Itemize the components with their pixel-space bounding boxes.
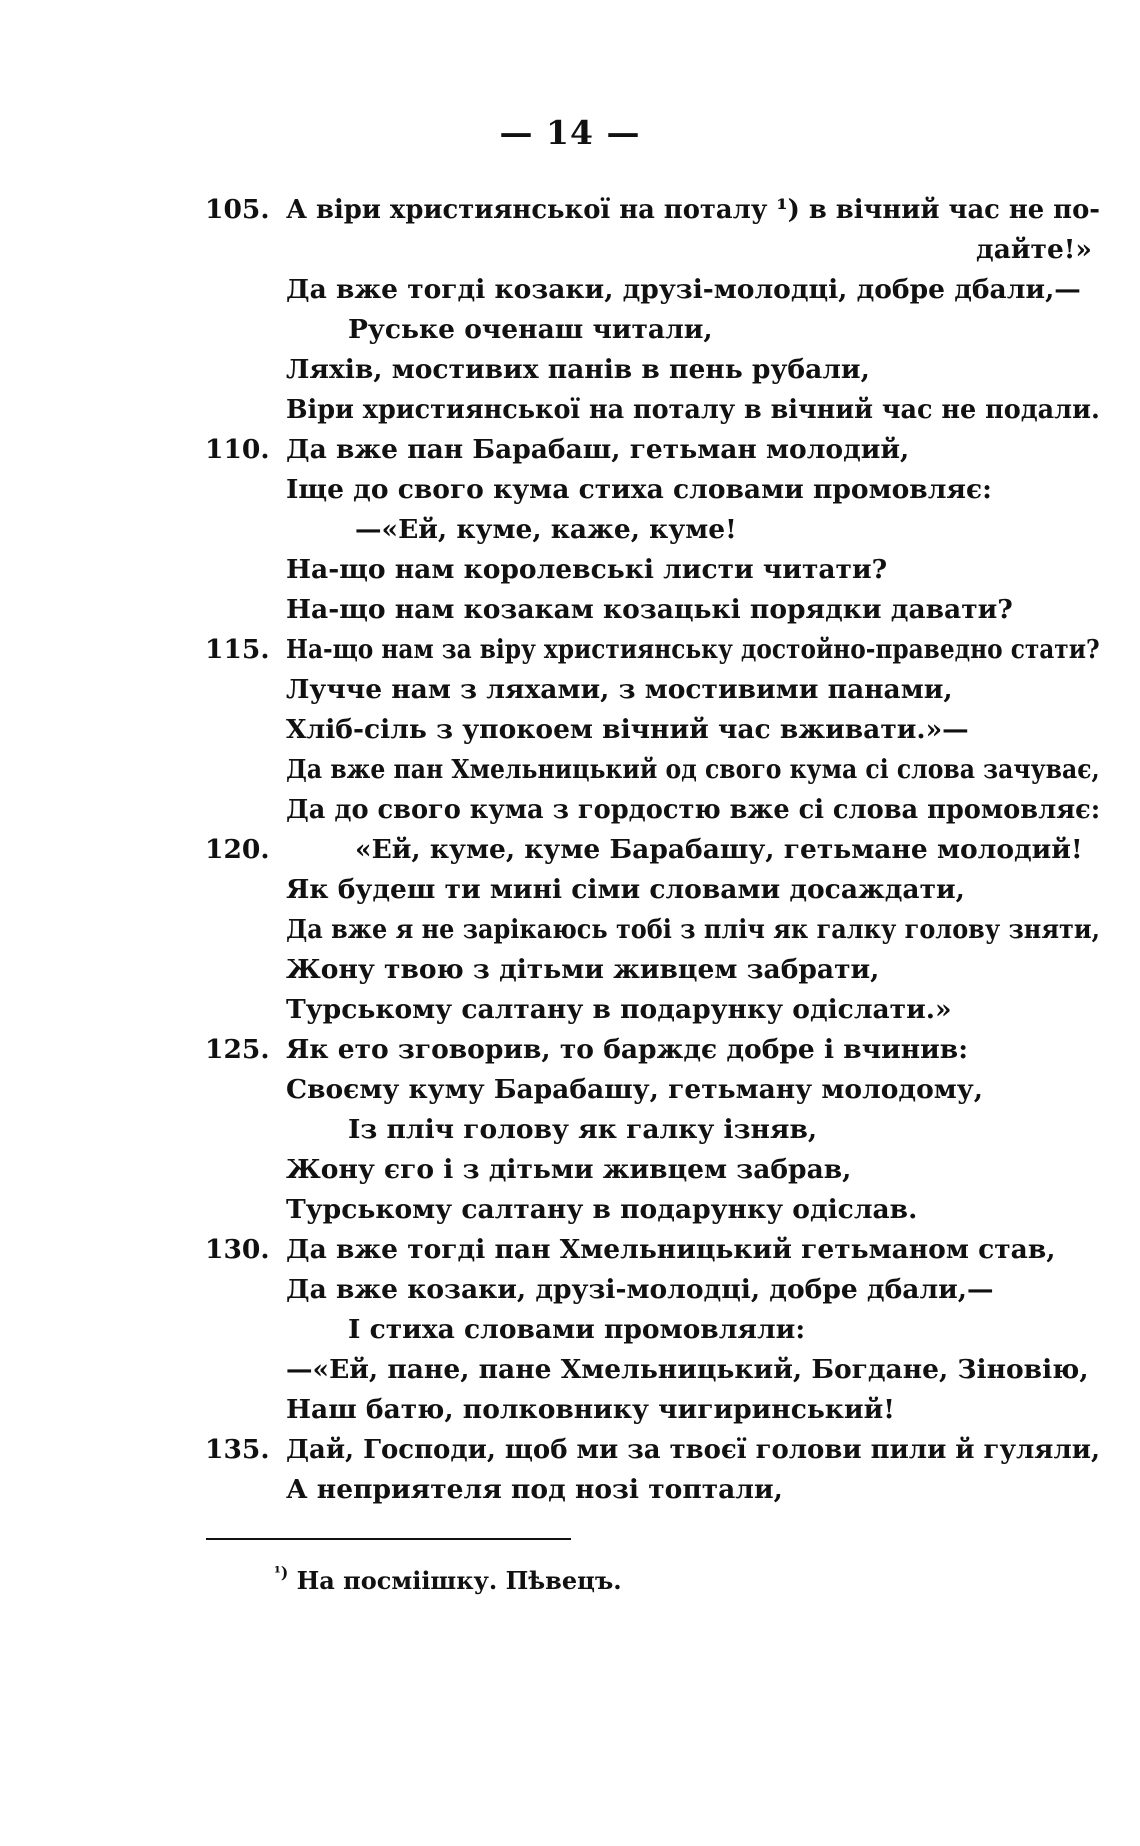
verse-line — [0, 990, 1140, 1030]
verse-text: Жону твою з дітьми живцем забрати, — [286, 954, 880, 985]
verse-line — [0, 310, 1140, 350]
verse-text: Да до свого кума з гордостю вже сі слова промовляє: — [286, 794, 1101, 825]
verse-line — [0, 1270, 1140, 1310]
verse-text: Да вже пан Хмельницький од свого кума сі слова зачуває, — [286, 754, 1100, 785]
verse-line — [0, 590, 1140, 630]
verse-line — [0, 750, 1140, 790]
verse-line — [0, 430, 1140, 470]
verse-text: Турському салтану в подарунку одіслати.» — [286, 994, 952, 1025]
verse-line — [0, 830, 1140, 870]
verse-line — [0, 1230, 1140, 1270]
verse-text: Лучче нам з ляхами, з мостивими панами, — [286, 674, 953, 705]
verse-text: Да вже пан Барабаш, гетьман молодий, — [286, 434, 910, 465]
verse-line — [0, 910, 1140, 950]
verse-text: Да вже козаки, друзі-молодці, добре дбали,— — [286, 1274, 994, 1305]
verse-line — [0, 510, 1140, 550]
verse-text: А неприятеля под нозі топтали, — [286, 1474, 783, 1505]
verse-line — [0, 1350, 1140, 1390]
verse-text: А віри християнської на поталу ¹) в вічний час не по- — [286, 194, 1101, 225]
verse-block — [0, 190, 1140, 1510]
verse-line — [0, 1150, 1140, 1190]
line-number: 120. — [205, 834, 270, 865]
verse-line — [0, 1110, 1140, 1150]
verse-line — [0, 1030, 1140, 1070]
verse-line — [0, 1190, 1140, 1230]
verse-line — [0, 630, 1140, 670]
verse-text: Жону єго і з дітьми живцем забрав, — [286, 1154, 852, 1185]
verse-text: Іще до свого кума стиха словами промовляє: — [286, 474, 992, 505]
verse-line — [0, 1470, 1140, 1510]
verse-text: На-що нам королевські листи читати? — [286, 554, 888, 585]
verse-text: дайте!» — [976, 234, 1092, 265]
verse-text: «Ей, куме, куме Барабашу, гетьмане молодий! — [355, 834, 1083, 865]
verse-text: Дай, Господи, щоб ми за твоєї голови пили й гуляли, — [286, 1434, 1100, 1465]
verse-line — [0, 390, 1140, 430]
verse-line — [0, 190, 1140, 230]
verse-line — [0, 870, 1140, 910]
page-number: — 14 — — [499, 113, 641, 152]
verse-text: Да вже тогді пан Хмельницький гетьманом став, — [286, 1234, 1056, 1265]
verse-line — [0, 790, 1140, 830]
verse-text: Як ето зговорив, то барждє добре і вчинив: — [286, 1034, 968, 1065]
footnote — [274, 1565, 622, 1595]
line-number: 125. — [205, 1034, 270, 1065]
line-number: 105. — [205, 194, 270, 225]
verse-line — [0, 1430, 1140, 1470]
verse-line — [0, 270, 1140, 310]
verse-text: —«Ей, куме, каже, куме! — [355, 514, 737, 545]
line-number: 130. — [205, 1234, 270, 1265]
verse-text: —«Ей, пане, пане Хмельницький, Богдане, Зіновію, — [286, 1354, 1089, 1385]
verse-text: Наш батю, полковнику чигиринський! — [286, 1394, 895, 1425]
verse-line — [0, 1310, 1140, 1350]
verse-text: Віри християнської на поталу в вічний час не подали. — [286, 394, 1100, 425]
line-number: 110. — [205, 434, 270, 465]
verse-text: Як будеш ти мині сіми словами досаждати, — [286, 874, 965, 905]
verse-line — [0, 950, 1140, 990]
verse-line — [0, 230, 1140, 270]
line-number: 115. — [205, 634, 270, 665]
footnote-marker: ¹) — [274, 1563, 289, 1583]
verse-text: На-що нам за віру християнську достойно-праведно стати? — [286, 634, 1100, 665]
verse-text: Да вже я не зарікаюсь тобі з пліч як галку голову зняти, — [286, 914, 1100, 945]
verse-text: Руське оченаш читали, — [348, 314, 713, 345]
verse-line — [0, 350, 1140, 390]
verse-line — [0, 670, 1140, 710]
verse-text: Хліб-сіль з упокоем вічний час вживати.»— — [286, 714, 969, 745]
verse-line — [0, 470, 1140, 510]
footnote-rule — [206, 1538, 571, 1540]
verse-text: Із пліч голову як галку ізняв, — [348, 1114, 818, 1145]
line-number: 135. — [205, 1434, 270, 1465]
verse-line — [0, 1070, 1140, 1110]
verse-line — [0, 710, 1140, 750]
verse-line — [0, 550, 1140, 590]
verse-text: І стиха словами промовляли: — [348, 1314, 806, 1345]
verse-text: Своєму куму Барабашу, гетьману молодому, — [286, 1074, 983, 1105]
verse-text: Да вже тогді козаки, друзі-молодці, добре дбали,— — [286, 274, 1081, 305]
verse-text: Ляхів, мостивих панів в пень рубали, — [286, 354, 870, 385]
verse-text: На-що нам козакам козацькі порядки давати? — [286, 594, 1013, 625]
verse-text: Турському салтану в подарунку одіслав. — [286, 1194, 918, 1225]
footnote-text: На посміішку. Пѣвецъ. — [296, 1566, 622, 1595]
verse-line — [0, 1390, 1140, 1430]
